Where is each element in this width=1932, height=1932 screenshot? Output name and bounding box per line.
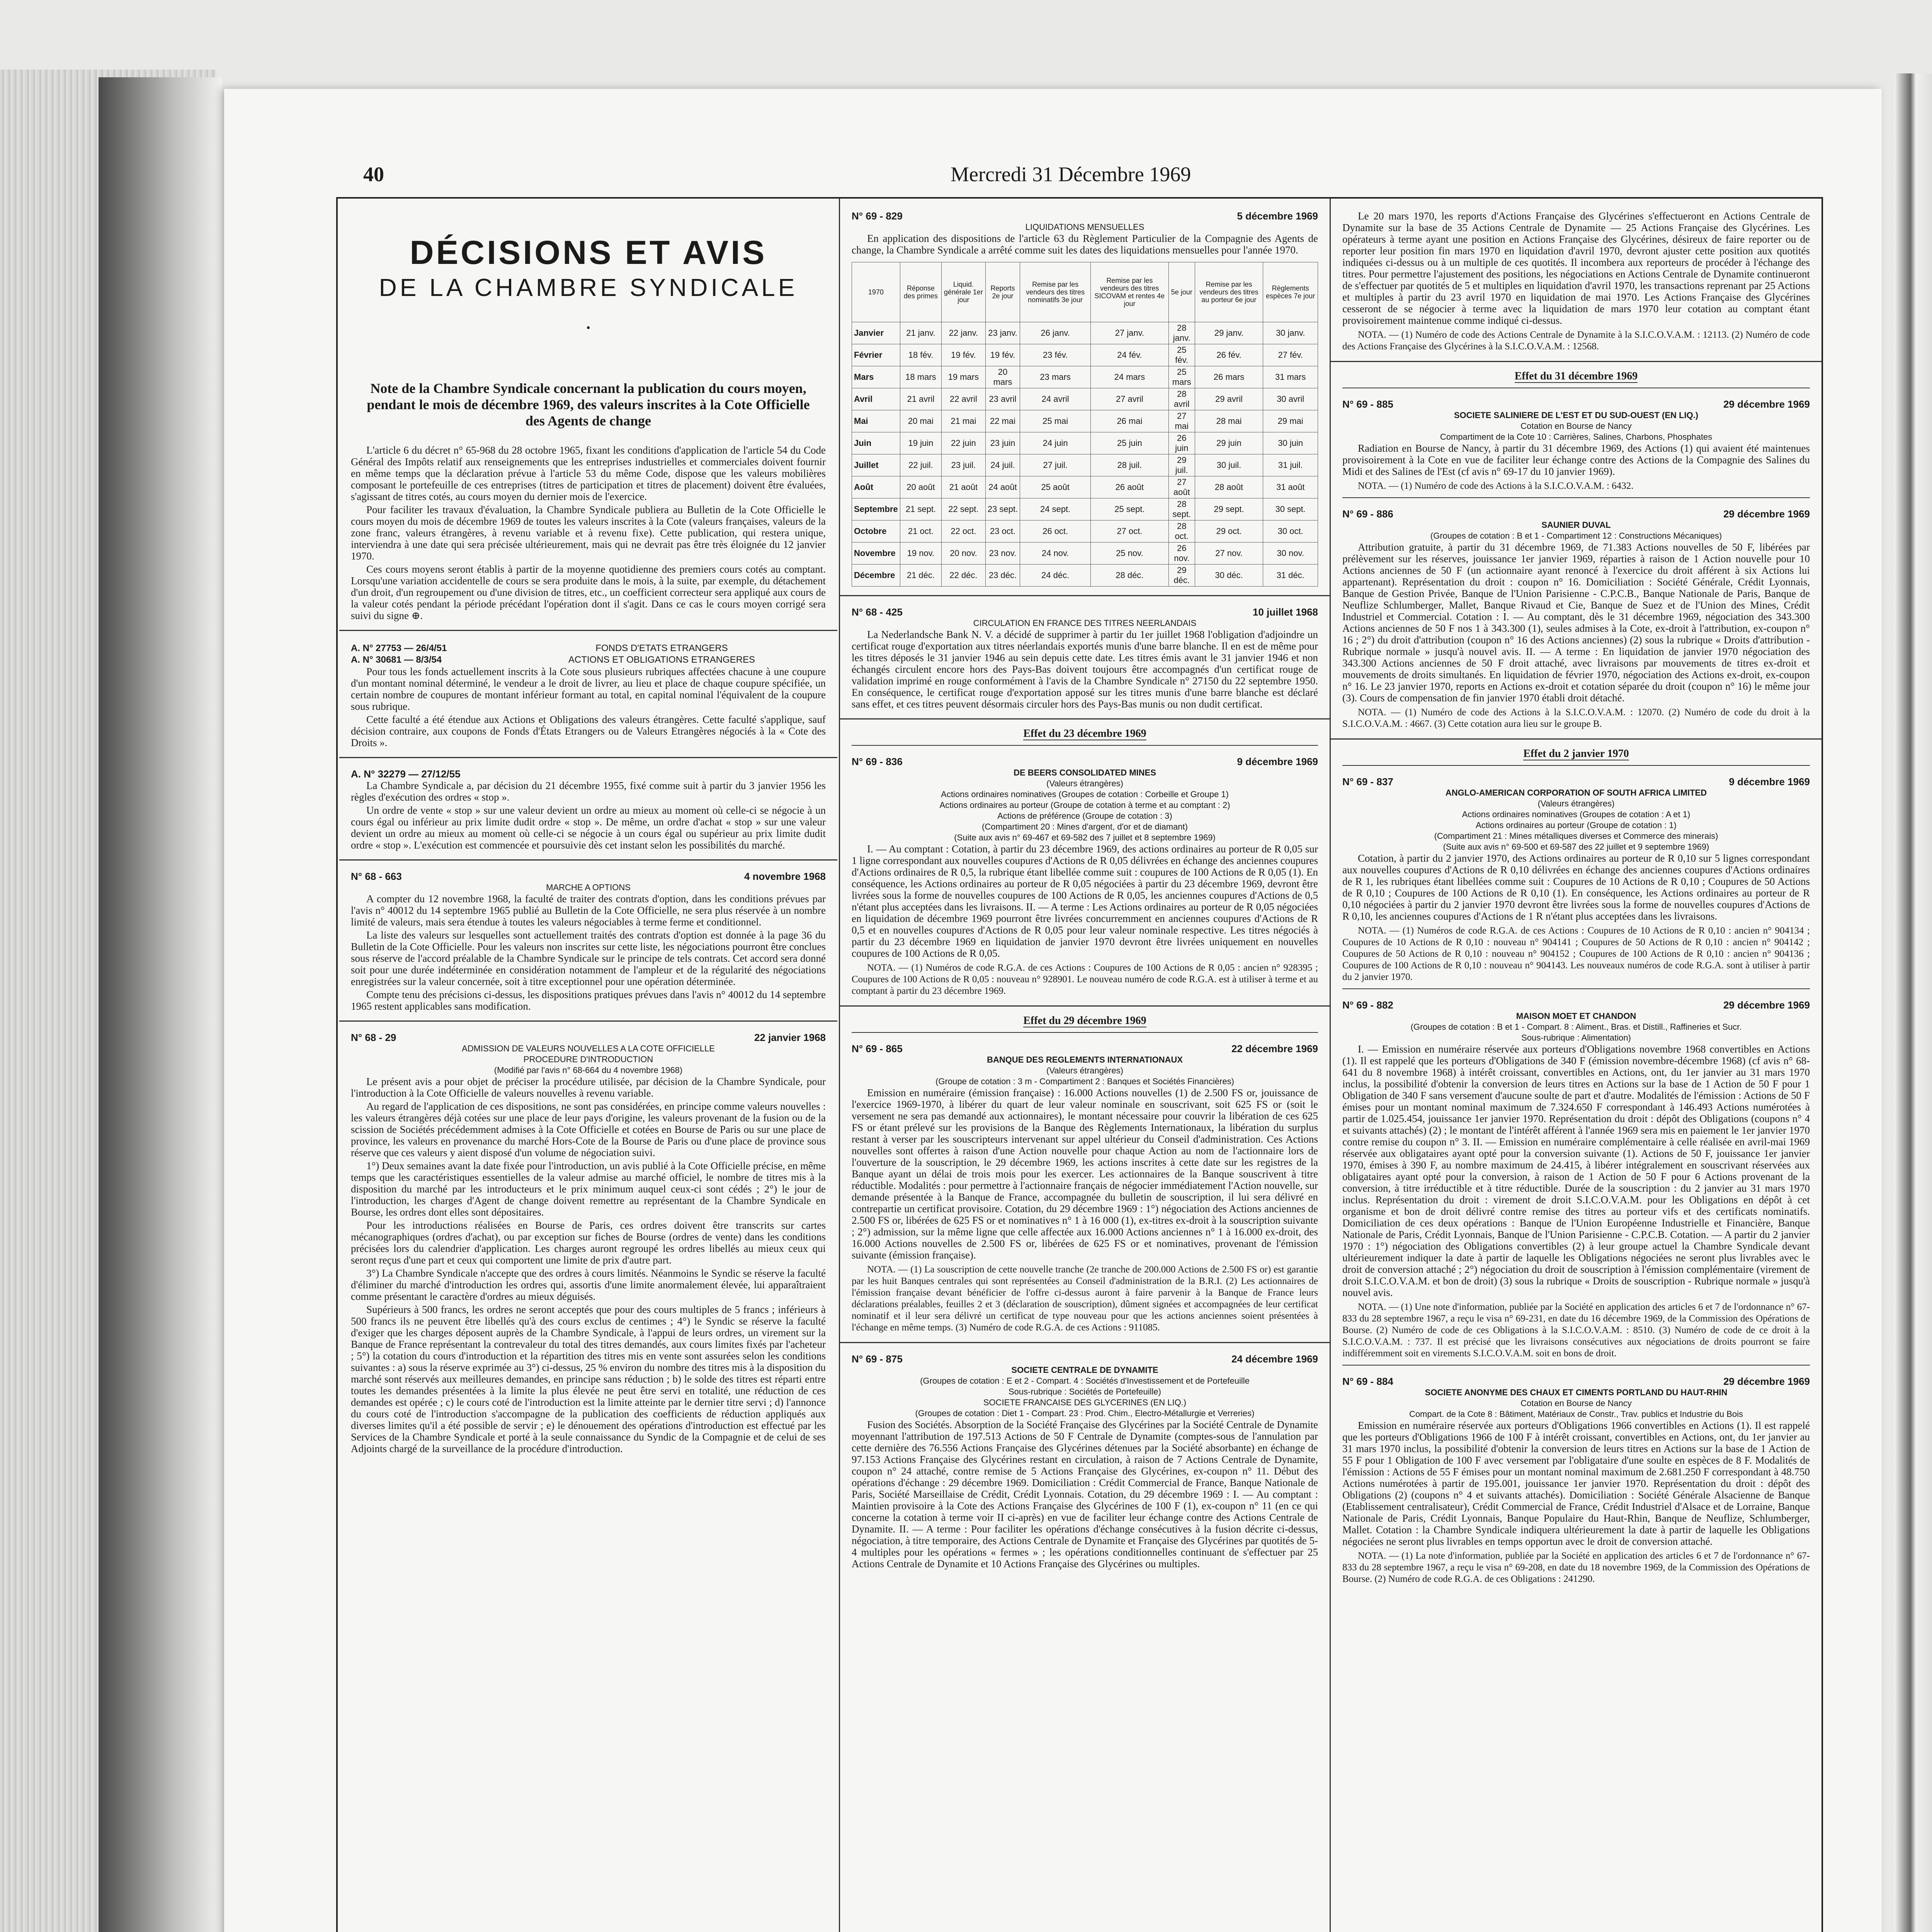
table-header-cell: Règlements espèces 7e jour (1263, 262, 1318, 322)
table-cell: 27 janv. (1090, 322, 1168, 344)
avis-reference-numbers: A. N° 27753 — 26/4/51 A. N° 30681 — 8/3/54 (351, 643, 447, 665)
table-cell: 22 juil. (900, 454, 941, 476)
paragraph: La liste des valeurs sur lesquelles sont actuellement traités des contrats d'option est donnée à la page 36 du Bulletin de la Cote Officielle. Pour les valeurs non inscrites sur cette liste, les négociations pourront être conclues sous réserve de l'accord préalable de la Chambre Syndicale sur le principe de tels contrats. Cet accord sera donné soit pour une durée indéterminée en considération notamment de l'ampleur et de la régularité des négociations enregistrées sur la valeur concernée, soit à titre exceptionnel pour une opération déterminée. (351, 929, 826, 987)
paragraph: L'article 6 du décret n° 65-968 du 28 octobre 1965, fixant les conditions d'application de l'article 54 du Code Général des Impôts relatif aux renseignements que les entreprises industrielles et commerciales doivent fournir en même temps que la déclaration prévue à l'article 53 du même Code, dispose que les valeurs mobilières composant le portefeuille de ces entreprises (titres de participation et titres de placement) doivent être évaluées, s'agissant de titres cotés, au cours moyen du dernier mois de l'exercice. (351, 444, 826, 502)
separator-dot: • (586, 321, 590, 334)
table-cell: 24 nov. (1020, 543, 1091, 565)
paragraph: Pour faciliter les travaux d'évaluation, la Chambre Syndicale publiera au Bulletin de la Cote Officielle le cours moyen du mois de décembre 1969 de toutes les valeurs inscrites à la Cote (valeurs françaises, valeurs de la zone franc, valeurs étrangères, à revenu variable et à revenu fixe). Cette publication, qui restera unique, interviendra à une date qui sera précisée ultérieurement, mais qui ne devrait pas être très éloignée du 12 janvier 1970. (351, 504, 826, 562)
page-number: 40 (363, 163, 384, 186)
table-cell: 21 avril (900, 388, 941, 410)
avis-date: 9 décembre 1969 (1237, 756, 1318, 767)
table-row (852, 344, 1318, 366)
table-month-cell: Janvier (852, 322, 900, 344)
section-subtitle: (Valeurs étrangères) Actions ordinaires nominatives (Groupes de cotation : Corbeille et Groupe 1) Actions ordinaires au porteur (Groupe de cotation à terme et au comptant : 2) Actions de préférence (Groupe de cotation : 3) (Compartiment 20 : Mines d'argent, d'or et de diamant) (Suite aux avis n° 69-467 et 69-582 des 7 juillet et 8 septembre 1969) (939, 779, 1230, 842)
divider (1342, 765, 1810, 766)
table-cell: 21 mai (942, 410, 986, 432)
table-cell: 22 oct. (942, 520, 986, 543)
table-cell: 19 nov. (900, 543, 941, 565)
table-cell: 28 oct. (1168, 520, 1195, 543)
section-divider (339, 1020, 837, 1022)
section-title: SAUNIER DUVAL (1541, 520, 1611, 530)
table-cell: 24 juil. (985, 454, 1020, 476)
section-title: MAISON MOET ET CHANDON (1516, 1011, 1636, 1021)
divider (1342, 497, 1810, 498)
avis-date: 29 décembre 1969 (1723, 398, 1810, 410)
avis-date: 10 juillet 1968 (1252, 606, 1318, 618)
table-cell: 23 sept. (985, 498, 1020, 520)
table-month-cell: Avril (852, 388, 900, 410)
section-title: DE BEERS CONSOLIDATED MINES (1014, 768, 1156, 777)
section-title: SOCIETE SALINIERE DE L'EST ET DU SUD-OUEST (EN LIQ.) (1454, 410, 1699, 420)
section-divider (840, 595, 1330, 596)
section-divider (840, 1342, 1330, 1343)
paragraph: I. — Au comptant : Cotation, à partir du 23 décembre 1969, des actions ordinaires au porteur de R 0,05 sur 1 ligne correspondant aux nouvelles coupures d'Actions de R 0,05 délivrées en échange des anciennes coupures d'Actions ordinaires de R 0,5, la rubrique étant libellée comme suit : coupures de 100 Actions de R 0,05 (1). En conséquence, les Actions ordinaires au porteur de R 0,05 négociées à partir du 23 décembre 1969, devront être livrées sous la forme de nouvelles coupures de 100 Actions de R 0,05, les anciennes coupures d'Actions de 0,5 n'étant plus acceptées dans les livraisons. II. — A terme : Les Actions ordinaires au porteur de R 0,05 négociées en liquidation de décembre 1969 pourront être livrées concurremment en anciennes coupures d'Actions de R 0,5 et en nouvelles coupures d'Actions de R 0,05 pour leur valeur nominale respective. Les titres négociés à partir du 23 décembre 1969 en liquidation de janvier 1970 devront être livrées uniquement en nouvelles coupures de 100 Actions de R 0,05. (852, 843, 1318, 959)
section-header (852, 756, 1318, 767)
avis-number: N° 69 - 865 (852, 1043, 903, 1054)
table-cell: 23 déc. (985, 565, 1020, 587)
table-cell: 26 août (1090, 476, 1168, 498)
avis-number: N° 68 - 663 (351, 871, 402, 882)
table-row (852, 432, 1318, 454)
table-header-cell: Reports 2e jour (985, 262, 1020, 322)
table-cell: 23 janv. (985, 322, 1020, 344)
table-cell: 24 août (985, 476, 1020, 498)
book-right-edge (1894, 73, 1932, 1932)
avis-number: A. N° 32279 — 27/12/55 (351, 768, 461, 780)
table-cell: 25 juin (1090, 432, 1168, 454)
table-cell: 29 juin (1195, 432, 1263, 454)
section-title: ANGLO-AMERICAN CORPORATION OF SOUTH AFRICA LIMITED (1445, 788, 1707, 798)
paragraph: Ces cours moyens seront établis à partir de la moyenne quotidienne des premiers cours cotés au comptant. Lorsqu'une variation accidentelle de cours se sera produite dans le mois, à la suite, par exemple, du détachement d'un droit, d'un regroupement ou d'une division de titres, etc., un coefficient correcteur sera appliqué aux cours de la valeur cotés pendant la période précédant l'opération dont il s'agit. Dans ce cas le cours moyen corrigé sera suivi du signe ⊕. (351, 563, 826, 621)
effective-date-text: Effet du 31 décembre 1969 (1514, 370, 1638, 382)
avis-reference-block (351, 643, 826, 666)
table-month-cell: Mai (852, 410, 900, 432)
nota: NOTA. — (1) Numéros de code R.G.A. de ces Actions : Coupures de 100 Actions de R 0,05 : ancien n° 928395 ; Coupures de 100 Actions de R 0,05 : nouveau n° 928901. Le nouveau numéro de code R.G.A. est à utiliser à terme et au comptant à partir du 23 décembre 1969. (852, 963, 1318, 996)
note-title: Note de la Chambre Syndicale concernant la publication du cours moyen, pendant le mois de décembre 1969, des valeurs inscrites à la Cote Officielle des Agents de change (367, 381, 810, 429)
avis-number: N° 69 - 837 (1342, 776, 1393, 787)
section-header (852, 210, 1318, 222)
avis-date: 29 décembre 1969 (1723, 508, 1810, 520)
avis-number: N° 69 - 836 (852, 756, 903, 767)
table-cell: 25 mars (1168, 366, 1195, 388)
table-cell: 31 mars (1263, 366, 1318, 388)
table-cell: 20 août (900, 476, 941, 498)
table-cell: 21 oct. (900, 520, 941, 543)
table-cell: 24 sept. (1020, 498, 1091, 520)
paragraph: Supérieurs à 500 francs, les ordres ne seront acceptés que pour des cours multiples de 5 francs ; inférieurs à 500 francs ils ne peuvent être libellés qu'à des cours exclus de centimes ; 4°) le Syndic se réserve la faculté d'exiger que les charges déposent auprès de la Chambre Syndicale, à l'appui de leurs ordres, un virement sur la Banque de France représentant la contrevaleur du total des titres demandés, aux cours limites fixés par l'acheteur ; 5°) la cotation du cours d'introduction et la répartition des titres mis en vente sont assurées selon les conditions suivantes : a) sous la réserve exprimée au 3°) ci-dessus, 25 % environ du nombre des titres mis à la disposition du marché sont réservés aux meilleures demandes, en principe sans réduction ; b) le solde des titres est réparti entre toutes les demandes présentées à la limite la plus élevée ne peut être servi en totalité, une réduction de ces demandes est opérée ; c) le cours coté de l'introduction est la limite atteinte par le dernier titre servi ; d) l'annonce du cours coté de l'introduction s'accompagne de la publication des coefficients de réduction appliqués aux diverses limites qu'il a été possible de servir ; e) le dénouement des opérations d'introduction est effectué par les Services de la Chambre Syndicale et porté à la seule connaissance du Syndic de la Compagnie et de celui de ses Adjoints chargé de la surveillance de la procédure d'introduction. (351, 1304, 826, 1454)
table-cell: 26 oct. (1020, 520, 1091, 543)
section-title: SOCIETE ANONYME DES CHAUX ET CIMENTS PORTLAND DU HAUT-RHIN (1425, 1388, 1728, 1397)
section-header (1342, 776, 1810, 787)
avis-reference-title: FONDS D'ETATS ETRANGERS ACTIONS ET OBLIGATIONS ETRANGERES (568, 643, 755, 665)
divider (1342, 1365, 1810, 1366)
book-spine (99, 77, 222, 1932)
avis-number: N° 68 - 29 (351, 1032, 396, 1043)
table-month-cell: Février (852, 344, 900, 366)
table-row (852, 454, 1318, 476)
table-header-cell: Remise par les vendeurs des titres au porteur 6e jour (1195, 262, 1263, 322)
table-cell: 29 déc. (1168, 565, 1195, 587)
table-cell: 27 août (1168, 476, 1195, 498)
paragraph: Un ordre de vente « stop » sur une valeur devient un ordre au mieux au moment où celle-ci se négocie à un cours égal ou inférieur au prix limite dudit ordre « stop ». De même, un ordre d'achat « stop » sur une valeur devient un ordre au mieux au moment où celle-ci se négocie à un cours égal ou supérieur au prix limite dudit ordre « stop ». L'exécution est commencée et poursuivie dès cet instant selon les possibilités du marché. (351, 804, 826, 851)
content-frame (336, 197, 1823, 1932)
table-cell: 24 juin (1020, 432, 1091, 454)
table-month-cell: Octobre (852, 520, 900, 543)
table-cell: 26 mars (1195, 366, 1263, 388)
section-header (351, 768, 826, 780)
table-cell: 27 fév. (1263, 344, 1318, 366)
avis-number: N° 69 - 829 (852, 210, 903, 222)
section-divider (1331, 361, 1821, 362)
liquidation-table (852, 262, 1318, 587)
effective-date-text: Effet du 29 décembre 1969 (1023, 1015, 1146, 1027)
paragraph: En application des dispositions de l'article 63 du Règlement Particulier de la Compagnie des Agents de change, la Chambre Syndicale a arrêté comme suit les dates des liquidations mensuelles pour l'année 1970. (852, 233, 1318, 256)
table-cell: 23 fév. (1020, 344, 1091, 366)
section-title: SOCIETE CENTRALE DE DYNAMITE (1011, 1365, 1158, 1375)
table-header-cell: Liquid. générale 1er jour (942, 262, 986, 322)
main-title (351, 233, 826, 303)
table-cell: 22 janv. (942, 322, 986, 344)
column-left (338, 199, 840, 1932)
paragraph: La Nederlandsche Bank N. V. a décidé de supprimer à partir du 1er juillet 1968 l'obligation d'adjoindre un certificat rouge d'exportation aux titres néerlandais exportés munis d'une barre blanche. Il en est de même pour les titres déposés le 31 janvier 1946 au sein depuis cette date. Les titres émis avant le 31 janvier 1946 et non échangés circulent encore hors des Pays-Bas doivent toujours être accompagnés d'un certificat rouge de validation imprimé en rouge conformément à l'avis de la Chambre Syndicale n° 27150 du 22 septembre 1950. En conséquence, le certificat rouge d'exportation apposé sur les titres munis d'une barre blanche est déclaré sans effet, et ces titres peuvent désormais circuler hors des Pays-Bas munis ou non dudit certificat. (852, 629, 1318, 710)
table-cell: 26 fév. (1195, 344, 1263, 366)
nota: NOTA. — (1) La souscription de cette nouvelle tranche (2e tranche de 200.000 Actions de 2.500 FS or) est garantie par les huit Banques centrales qui sont représentées au Conseil d'administration de la B.R.I. (2) Les actionnaires de l'émission française devant bénéficier de l'offre ci-dessus auront à faire parvenir à la Banque de France leurs déclarations préalables, feuilles 2 et 3 (déclaration de souscription), dûment signées et accompagnées de leur certificat nominatif et il leur sera délivré un certificat de type nouveau pour que les actions anciennes soient présentées à l'échange en même temps. (3) Numéro de code R.G.A. de ces Actions : 911085. (852, 1264, 1318, 1333)
table-month-cell: Décembre (852, 565, 900, 587)
table-cell: 23 avril (985, 388, 1020, 410)
table-cell: 23 juin (985, 432, 1020, 454)
table-cell: 28 déc. (1090, 565, 1168, 587)
section-header (351, 871, 826, 882)
effective-date-text: Effet du 2 janvier 1970 (1523, 748, 1629, 760)
table-cell: 26 nov. (1168, 543, 1195, 565)
section-header (1342, 508, 1810, 520)
paragraph: Compte tenu des précisions ci-dessus, les dispositions pratiques prévues dans l'avis n° 40012 du 14 septembre 1965 restent applicables sans modification. (351, 989, 826, 1012)
section-header (1342, 999, 1810, 1011)
section-subtitle: (Valeurs étrangères) Actions ordinaires nominatives (Groupes de cotation : A et 1) Actions ordinaires au porteur (Groupe de cotation : 1) (Compartiment 21 : Mines métalliques diverses et Commerce des minerais) (Suite aux avis n° 69-500 et 69-587 des 22 juillet et 9 septembre 1969) (1434, 799, 1718, 852)
table-cell: 21 janv. (900, 322, 941, 344)
table-cell: 29 mai (1263, 410, 1318, 432)
table-month-cell: Septembre (852, 498, 900, 520)
table-cell: 27 mai (1168, 410, 1195, 432)
table-cell: 20 mai (900, 410, 941, 432)
paragraph: Emission en numéraire réservée aux porteurs d'Obligations 1966 convertibles en Actions (1). Il est rappelé que les porteurs d'Obligations 1966 de 100 F à intérêt croissant, convertibles en Actions, ont, du 1er janvier au 31 mars 1970 inclus, la possibilité d'obtenir la conversion de leurs titres en Actions sur la base de 1 Action de 55 F pour 1 Obligation de 100 F avec versement par l'obligataire d'une soulte en espèces de 8 F. Modalités de l'émission : Actions de 55 F émises pour un montant nominal maximum de 2.681.250 F correspondant à 48.750 Actions numérotées à partir de 195.001, jouissance 1er janvier 1970. Représentation du droit : dépôt des Obligations (2) (coupons n° 4 et suivants attachés). Domiciliation : Société Générale Alsacienne de Banque (Etablissement centralisateur), Crédit Commercial de France, Crédit Industriel d'Alsace et de Lorraine, Banque Nationale de Paris, Crédit Lyonnais, Banque Populaire du Haut-Rhin, Banque de Neuflize, Schlumberger, Mallet. Cotation : la Chambre Syndicale indiquera ultérieurement la date à partir de laquelle les Obligations négociées ne seront plus livrables en temps opportun avec le droit de conversion attaché. (1342, 1420, 1810, 1547)
table-month-cell: Juin (852, 432, 900, 454)
table-cell: 24 avril (1020, 388, 1091, 410)
divider (852, 745, 1318, 746)
paragraph: Pour les introductions réalisées en Bourse de Paris, ces ordres doivent être transcrits sur cartes mécanographiques (ordres d'achat), ou par exception sur fiches de Bourse (ordres de vente) dans les conditions précisées lors du calendrier d'application. Les charges auront regroupé les ordres libellés au mieux ceux qui seront reçus d'une part et ceux qui comportent une limite de prix d'autre part. (351, 1219, 826, 1266)
table-cell: 18 mars (900, 366, 941, 388)
page-date: Mercredi 31 Décembre 1969 (951, 163, 1191, 186)
table-cell: 19 mars (942, 366, 986, 388)
table-cell: 30 déc. (1195, 565, 1263, 587)
section-title: BANQUE DES REGLEMENTS INTERNATIONAUX (987, 1055, 1183, 1065)
table-header-cell: Remise par les vendeurs des titres nominatifs 3e jour (1020, 262, 1091, 322)
paragraph: Emission en numéraire (émission française) : 16.000 Actions nouvelles (1) de 2.500 FS or, jouissance de l'exercice 1969-1970, à libérer du quart de leur valeur nominale en souscrivant, soit 625 FS or (soit le versement ne sera pas demandé aux actionnaires), le montant nécessaire pour couvrir la libération de ces 625 FS or étant prélevé sur les provisions de la Banque des Règlements Internationaux, la libération du surplus restant à verser par les souscripteurs intervenant sur appel ultérieur du Conseil d'administration. Ces Actions nouvelles sont offertes à raison d'une Action nouvelle pour chaque Action au nom de l'actionnaire lors de l'ouverture de la souscription, le 29 décembre 1969, les actions inscrites à cette date sur les registres de la Banque ayant un délai de trois mois pour les exercer. Les actionnaires de la Banque souscrivent à titre réductible. Modalités : pour permettre à l'actionnaire français de négocier immédiatement l'Action nouvelle, sur demande présentée à la Banque de France, accompagnée du bulletin de souscription, il lui sera délivré en contrepartie un certificat provisoire. Cotation, du 29 décembre 1969 : 1°) négociation des Actions anciennes de 2.500 FS or, libérées de 625 FS or et nominatives n° 1 à 16 000 (1), ex-titres ex-droit à la souscription suivante ; 2°) admission, sur la même ligne que celle affectée aux 16.000 Actions anciennes n° 1 à 16.000 ex-droit, des 16.000 Actions nouvelles de 2.500 FS or, libérées de 625 FS or et nominatives, provenant de l'émission suivante (émission française). (852, 1087, 1318, 1261)
avis-date: 29 décembre 1969 (1723, 1376, 1810, 1387)
page-header (363, 162, 1824, 193)
table-month-cell: Août (852, 476, 900, 498)
table-cell: 30 janv. (1263, 322, 1318, 344)
avis-date: 4 novembre 1968 (744, 871, 826, 882)
section-header (852, 606, 1318, 618)
table-cell: 27 juil. (1020, 454, 1091, 476)
table-cell: 23 juil. (942, 454, 986, 476)
effective-date-heading (852, 1015, 1318, 1027)
paragraph: Le 20 mars 1970, les reports d'Actions Française des Glycérines s'effectueront en Actions Centrale de Dynamite sur la base de 35 Actions Centrale de Dynamite — 25 Actions Française des Glycérines. Les opérateurs à terme ayant une position en Actions Française des Glycérines, désireux de faire reporter ou de reporter leur position fin mars 1970 en liquidation d'avril 1970, devront ajuster cette position aux quotités indiquées ci-dessus ou à un multiple de ces quotités. Il incombera aux reporteurs de procéder à l'échange des titres. Pour permettre l'ajustement des positions, les négociations en Actions Centrale de Dynamite continueront de s'effectuer par quotités de 5 et multiples en liquidation d'avril 1970, les transactions reprenant par 25 Actions et multiples à partir du 23 avril 1970 en liquidation de mai 1970. Les Actions Française des Glycérines cesseront de se négocier à terme avec la liquidation de mars 1970 leur cotation au comptant étant provisoirement maintenue comme indiqué ci-dessus. (1342, 210, 1810, 326)
table-cell: 31 juil. (1263, 454, 1318, 476)
table-row (852, 410, 1318, 432)
table-cell: 24 fév. (1090, 344, 1168, 366)
section-divider (1331, 738, 1821, 740)
table-row (852, 388, 1318, 410)
table-header-cell: 1970 (852, 262, 900, 322)
table-cell: 22 sept. (942, 498, 986, 520)
table-cell: 25 mai (1020, 410, 1091, 432)
table-row (852, 366, 1318, 388)
paragraph: Fusion des Sociétés. Absorption de la Société Française des Glycérines par la Société Centrale de Dynamite moyennant l'attribution de 197.513 Actions de 50 F Centrale de Dynamite (comptes-sous de l'annulation par cette dernière des 76.556 Actions Française des Glycérines détenues par la Société absorbante) en échange de 97.153 Actions Française des Glycérines restant en circulation, à raison de 7 Actions Centrale de Dynamite, coupon n° 24 attaché, contre remise de 5 Actions Française des Glycérines, ex-coupon n° 11. Début des opérations d'échange : 29 décembre 1969. Domiciliation : Crédit Commercial de France, Banque Nationale de Paris, Société Marseillaise de Crédit, Crédit Lyonnais. Cotation, du 29 décembre 1969 : I. — Au comptant : Maintien provisoire à la Cote des Actions Française des Glycérines de 100 F (1), ex-coupon n° 11 (en ce qui concerne la cotation à terme voir II ci-après) en vue de faciliter leur échange contre des Actions Centrale de Dynamite. II. — A terme : Pour faciliter les opérations d'échange consécutives à la fusion décrite ci-dessus, négociation, à titre temporaire, des Actions Centrale de Dynamite et Française des Glycérines par quotités de 5-4 multiples pour les opérations « fermes » ; les opérations conditionnelles continuant de s'effectuer par 25 Actions Centrale de Dynamite et 10 Actions Française des Glycérines ou multiples. (852, 1419, 1318, 1570)
avis-number: N° 69 - 885 (1342, 398, 1393, 410)
section-title: LIQUIDATIONS MENSUELLES (1025, 222, 1145, 232)
table-cell: 26 mai (1090, 410, 1168, 432)
table-cell: 20 mars (985, 366, 1020, 388)
table-header-cell: Remise par les vendeurs des titres SICOVAM et rentes 4e jour (1090, 262, 1168, 322)
avis-number: N° 69 - 882 (1342, 999, 1393, 1011)
section-subtitle: (Groupes de cotation : E et 2 - Compart. 4 : Sociétés d'Investissement et de Portefeuille Sous-rubrique : Sociétés de Portefeuille) SOCIETE FRANCAISE DES GLYCERINES (EN LIQ.) (Groupes de cotation : Diet 1 - Compart. 23 : Prod. Chim., Electro-Métallurgie et Verreries) (915, 1376, 1255, 1418)
table-cell: 30 avril (1263, 388, 1318, 410)
section-subtitle: (Modifié par l'avis n° 68-664 du 4 novembre 1968) (494, 1065, 683, 1075)
table-cell: 25 sept. (1090, 498, 1168, 520)
nota: NOTA. — (1) Une note d'information, publiée par la Société en application des articles 6 et 7 de l'ordonnance n° 67-833 du 28 septembre 1967, a reçu le visa n° 69-231, en date du 16 décembre 1969, de la Commission des Opérations de Bourse. (2) Numéro de code de ces Obligations à la S.I.C.O.V.A.M. : 8510. (3) Numéro de code de ce droit à la S.I.C.O.V.A.M. : 737. Il est précisé que les livraisons consécutives aux négociations de droits pourront se faire indifféremment soit en virements S.I.C.O.V.A.M. soit en bons de droit. (1342, 1302, 1810, 1359)
table-cell: 24 mars (1090, 366, 1168, 388)
table-cell: 30 oct. (1263, 520, 1318, 543)
table-cell: 25 nov. (1090, 543, 1168, 565)
nota: NOTA. — (1) Numéro de code des Actions à la S.I.C.O.V.A.M. : 12070. (2) Numéro de code du droit à la S.I.C.O.V.A.M. : 4667. (3) Cette cotation aura lieu sur le groupe B. (1342, 707, 1810, 729)
table-cell: 28 avril (1168, 388, 1195, 410)
section-subtitle: PROCEDURE D'INTRODUCTION (523, 1054, 653, 1064)
section-divider (339, 859, 837, 861)
table-cell: 19 fév. (985, 344, 1020, 366)
table-cell: 27 oct. (1090, 520, 1168, 543)
table-cell: 29 avril (1195, 388, 1263, 410)
table-cell: 30 nov. (1263, 543, 1318, 565)
paragraph: Au regard de l'application de ces dispositions, ne sont pas considérées, en principe comme valeurs nouvelles : les valeurs étrangères déjà cotées sur une place de leur pays d'origine, les valeurs provenant de la fusion ou de la scission de Sociétés précédemment admises à la Cote Officielle et cotées en Bourse de Paris ou sur une place de province, les valeurs en provenance du marché Hors-Cote de la Bourse de Paris ou d'une place de province sous réserve que ces valeurs y aient disposé d'un volume de négociation suivi. (351, 1100, 826, 1158)
table-row (852, 520, 1318, 543)
table-cell: 28 janv. (1168, 322, 1195, 344)
table-cell: 31 déc. (1263, 565, 1318, 587)
table-header-cell: Réponse des primes (900, 262, 941, 322)
table-row (852, 322, 1318, 344)
paragraph: I. — Emission en numéraire réservée aux porteurs d'Obligations novembre 1968 convertibles en Actions (1). Il est rappelé que les porteurs d'Obligations de 340 F (émission novembre-décembre 1968) (cf avis n° 68-641 du 8 novembre 1968) à intérêt croissant, convertibles en Actions, ont, du 1er janvier au 31 mars 1970 inclus, la possibilité d'obtenir la conversion de leurs titres en Actions sur la base de 1 Action de 50 F pour 1 Obligation de 340 F sans versement d'aucune soulte de part et d'autre. Modalités de l'émission : Actions de 50 F émises pour un montant nominal maximum de 7.324.650 F correspondant à 146.493 Actions numérotées à partir de 1.025.454, jouissance 1er janvier 1970. Représentation du droit : dépôt des Obligations (coupons n° 4 et suivants attachés) (2) ; le montant de l'intérêt afférent à l'année 1969 sera mis en paiement le 1er janvier 1970 contre remise du coupon n° 3. II. — Emission en numéraire complémentaire à celle réalisée en avril-mai 1969 réservée aux obligataires ayant opté pour la conversion suivante (1). Actions de 50 F, jouissance 1er janvier 1970, émises à 390 F, au nombre maximum de 24.415, à libérer intégralement en souscrivant réservées aux obligataires ayant opté pour la conversion, à raison de 1 Action de 50 F pour 6 Actions provenant de la conversion, à titre irréductible et à titre réductible. Durée de la souscription : du 2 janvier au 31 mars 1970 inclus. Représentation du droit : virement de droit S.I.C.O.V.A.M. pour les Obligations en dépôt à cet organisme et bon de droit délivré contre remise des titres au porteur vifs et des certificats nominatifs. Domiciliation de ces deux opérations : Banque de l'Union Européenne Industrielle et Financière, Banque Nationale de Paris, Crédit Lyonnais, Banque de l'Union Parisienne - C.P.C.B. Cotation. — A partir du 2 janvier 1970 : 1°) négociation des Obligations convertibles (2) à leur groupe actuel la Chambre Syndicale devant ultérieurement indiquer la date à partir de laquelle les Obligations négociées ne seront plus livrables avec le droit de conversion attaché ; 2°) négociation du droit de souscription à l'émission complémentaire (virement de droit S.I.C.O.V.A.M. et bon de droit) (3) sous la rubrique « Droits de souscription - Rubrique normale » jusqu'à nouvel avis. (1342, 1043, 1810, 1298)
avis-number: N° 69 - 875 (852, 1353, 903, 1365)
table-row (852, 476, 1318, 498)
section-subtitle: Cotation en Bourse de Nancy Compartiment de la Cote 10 : Carrières, Salines, Charbons, Phosphates (1440, 421, 1713, 442)
table-cell: 21 déc. (900, 565, 941, 587)
table-row (852, 565, 1318, 587)
paragraph: Cotation, à partir du 2 janvier 1970, des Actions ordinaires au porteur de R 0,10 sur 5 lignes correspondant aux nouvelles coupures d'Actions de R 0,10 délivrées en échange des anciennes coupures d'Actions ordinaires de R 1, les rubriques étant libellées comme suit : Coupures de 10 Actions de R 0,10 ; Coupures de 50 Actions de R 0,10 ; Coupures de 100 Actions de R 0,10 (1). En conséquence, les Actions ordinaires au porteur de R 0,10 négociées à partir du 2 janvier 1970 devront être livrées sous la forme de nouvelles coupures d'Actions de R 0,10, les anciennes coupures d'Actions de 1 R n'étant plus acceptées dans les livraisons. (1342, 852, 1810, 922)
document-page (224, 89, 1882, 1932)
effective-date-heading (1342, 748, 1810, 760)
avis-date: 22 janvier 1968 (754, 1032, 826, 1043)
table-month-cell: Mars (852, 366, 900, 388)
table-cell: 24 déc. (1020, 565, 1091, 587)
paragraph: Attribution gratuite, à partir du 31 décembre 1969, de 71.383 Actions nouvelles de 50 F, libérées par prélèvement sur les réserves, jouissance 1er janvier 1969, réparties à raison de 1 Action nouvelle pour 10 Actions anciennes de 50 F (un actionnaire ayant renoncé à l'exercice du droit afférent à six Actions lui appartenant). Représentation du droit : coupon n° 16. Domiciliation : Société Générale, Crédit Lyonnais, Banque de Gestion Privée, Banque de l'Union Parisienne - C.P.C.B., Banque Nationale de Paris, Banque de Neuflize Schlumberger, Mallet, Banque Rivaud et Cie, Banque de Suez et de l'Union des Mines, Crédit Industriel et Commercial. Cotation : I. — Au comptant, dès le 31 décembre 1969, négociation des 343.300 Actions anciennes de 50 F nos 1 à 343.300 (1), seules admises à la Cote, ex-droit à l'attribution, ex-coupon n° 16 ; 2°) du droit d'attribution (coupon n° 16 des Actions anciennes) (2) sous la rubrique « Droits d'attribution - Rubrique normale » jusqu'à nouvel avis. II. — A terme : En liquidation de janvier 1970 négociation des 343.300 Actions anciennes de 50 F droit attaché, avec livraisons par mouvements de titres ex-droit et mouvements de droits simultanés. En liquidation de février 1970, négociation des Actions ex-droit, ex-coupon n° 16. Le 23 janvier 1970, reports en Actions ex-droit et cotation séparée du droit (coupon n° 16) le même jour (3). Cours de compensation de fin janvier 1970 établi droit détaché. (1342, 541, 1810, 704)
nota: NOTA. — (1) Numéro de code des Actions Centrale de Dynamite à la S.I.C.O.V.A.M. : 12113. (2) Numéro de code des Actions Française des Glycérines à la S.I.C.O.V.A.M. : 12568. (1342, 330, 1810, 352)
table-cell: 22 juin (942, 432, 986, 454)
table-cell: 30 sept. (1263, 498, 1318, 520)
avis-number: N° 69 - 884 (1342, 1376, 1393, 1387)
section-subtitle: (Valeurs étrangères) (Groupe de cotation : 3 m - Compartiment 2 : Banques et Sociétés Financières) (935, 1066, 1234, 1086)
paragraph: La Chambre Syndicale a, par décision du 21 décembre 1955, fixé comme suit à partir du 3 janvier 1956 les règles d'exécution des ordres « stop ». (351, 780, 826, 803)
effective-date-heading (852, 728, 1318, 740)
nota: NOTA. — (1) La note d'information, publiée par la Société en application des articles 6 et 7 de l'ordonnance n° 67-833 du 28 septembre 1967, a reçu le visa n° 69-208, en date du 18 novembre 1969, de la Commission des Opérations de Bourse. (2) Numéro de code R.G.A. de ces Obligations : 241290. (1342, 1551, 1810, 1584)
table-header-cell: 5e jour (1168, 262, 1195, 322)
section-title: CIRCULATION EN FRANCE DES TITRES NEERLANDAIS (973, 618, 1197, 628)
avis-date: 24 décembre 1969 (1231, 1353, 1318, 1365)
section-subtitle: Cotation en Bourse de Nancy Compart. de la Cote 8 : Bâtiment, Matériaux de Constr., Trav. publics et Industrie du Bois (1409, 1398, 1743, 1419)
table-cell: 26 janv. (1020, 322, 1091, 344)
table-cell: 23 mars (1020, 366, 1091, 388)
column-middle (840, 199, 1331, 1932)
table-cell: 18 fév. (900, 344, 941, 366)
section-header (852, 1353, 1318, 1365)
effective-date-text: Effet du 23 décembre 1969 (1023, 728, 1146, 740)
table-cell: 22 avril (942, 388, 986, 410)
table-cell: 29 sept. (1195, 498, 1263, 520)
section-divider (339, 630, 837, 631)
avis-date: 29 décembre 1969 (1723, 999, 1810, 1011)
section-divider (840, 1005, 1330, 1007)
divider (1342, 988, 1810, 989)
table-cell: 28 mai (1195, 410, 1263, 432)
table-cell: 22 déc. (942, 565, 986, 587)
paragraph: Radiation en Bourse de Nancy, à partir du 31 décembre 1969, des Actions (1) qui avaient été maintenues provisoirement à la Cote en vue de faciliter leur échange contre des Actions de la Compagnie des Salines du Midi et des Salines de l'Est (cf avis n° 69-17 du 10 janvier 1969). (1342, 442, 1810, 477)
table-cell: 25 août (1020, 476, 1091, 498)
table-cell: 22 mai (985, 410, 1020, 432)
section-divider (840, 718, 1330, 719)
table-cell: 29 juil. (1168, 454, 1195, 476)
table-cell: 21 sept. (900, 498, 941, 520)
section-header (852, 1043, 1318, 1054)
section-header (1342, 1376, 1810, 1387)
nota: NOTA. — (1) Numéro de code des Actions à la S.I.C.O.V.A.M. : 6432. (1358, 481, 1634, 491)
avis-number: N° 68 - 425 (852, 606, 903, 618)
table-body (852, 322, 1318, 587)
paragraph: Pour tous les fonds actuellement inscrits à la Cote sous plusieurs rubriques affectées chacune à une coupure d'un montant nominal déterminé, le vendeur a le droit de livrer, au lieu et place de chaque coupure spécifiée, un certain nombre de coupures de montant inférieur formant au total, en capital nominal l'équivalent de la coupure sous rubrique. (351, 666, 826, 712)
table-cell: 23 nov. (985, 543, 1020, 565)
main-title-line1: DÉCISIONS ET AVIS (410, 234, 767, 271)
section-title: ADMISSION DE VALEURS NOUVELLES A LA COTE OFFICIELLE (462, 1044, 715, 1053)
table-cell: 27 avril (1090, 388, 1168, 410)
paragraph: Cette faculté a été étendue aux Actions et Obligations des valeurs étrangères. Cette faculté s'applique, sauf décision contraire, aux coupons de Fonds d'États Etrangers ou de Valeurs Etrangères négociés à la « Cote des Droits ». (351, 714, 826, 748)
avis-date: 5 décembre 1969 (1237, 210, 1318, 222)
avis-date: 9 décembre 1969 (1729, 776, 1810, 787)
table-cell: 31 août (1263, 476, 1318, 498)
table-header-row (852, 262, 1318, 322)
table-cell: 30 juin (1263, 432, 1318, 454)
table-month-cell: Juillet (852, 454, 900, 476)
section-header (351, 1032, 826, 1043)
paragraph: 3°) La Chambre Syndicale n'accepte que des ordres à cours limités. Néanmoins le Syndic se réserve la faculté d'éliminer du marché d'introduction les ordres qui, assortis d'une limite anormalement élevée, lui apparaîtraient comme présentant le caractère d'ordres au mieux déguisés. (351, 1267, 826, 1302)
table-cell: 20 nov. (942, 543, 986, 565)
table-cell: 27 nov. (1195, 543, 1263, 565)
table-cell: 19 juin (900, 432, 941, 454)
column-right (1331, 199, 1821, 1932)
table-cell: 25 fév. (1168, 344, 1195, 366)
table-row (852, 543, 1318, 565)
paragraph: Le présent avis a pour objet de préciser la procédure utilisée, par décision de la Chambre Syndicale, pour l'introduction à la Cote Officielle de valeurs nouvelles à revenu variable. (351, 1076, 826, 1099)
section-header (1342, 398, 1810, 410)
table-month-cell: Novembre (852, 543, 900, 565)
table-cell: 28 août (1195, 476, 1263, 498)
table-cell: 26 juin (1168, 432, 1195, 454)
paragraph: 1°) Deux semaines avant la date fixée pour l'introduction, un avis publié à la Cote Officielle précise, en même temps que les caractéristiques essentielles de la valeur admise au marché officiel, le nombre de titres mis à la disposition du marché par les introducteurs et le prix minimum auquel ceux-ci sont cédés ; 2°) le jour de l'introduction, les charges d'Agent de change doivent remettre au représentant de la Chambre Syndicale en Bourse, les ordres dont elles sont dépositaires. (351, 1160, 826, 1218)
avis-number: N° 69 - 886 (1342, 508, 1393, 520)
effective-date-heading (1342, 371, 1810, 382)
nota: NOTA. — (1) Numéros de code R.G.A. de ces Actions : Coupures de 10 Actions de R 0,10 : ancien n° 904134 ; Coupures de 10 Actions de R 0,10 : nouveau n° 904141 ; Coupures de 50 Actions de R 0,10 : ancien n° 904142 ; Coupures de 50 Actions de R 0,10 : nouveau n° 904152 ; Coupures de 100 Actions de R 0,10 : ancien n° 904136 ; Coupures de 100 Actions de R 0,10 : nouveau n° 904143. Les nouveaux numéros de code R.G.A. sont à utiliser à partir du 2 janvier 1970. (1342, 925, 1810, 982)
section-subtitle: (Groupes de cotation : B et 1 - Compartiment 12 : Constructions Mécaniques) (1430, 531, 1722, 541)
avis-date: 22 décembre 1969 (1231, 1043, 1318, 1054)
table-cell: 19 fév. (942, 344, 986, 366)
table-cell: 23 oct. (985, 520, 1020, 543)
section-divider (339, 757, 837, 758)
table-cell: 28 juil. (1090, 454, 1168, 476)
section-title: MARCHE A OPTIONS (546, 883, 631, 892)
divider (852, 1032, 1318, 1033)
table-cell: 29 janv. (1195, 322, 1263, 344)
table-cell: 28 sept. (1168, 498, 1195, 520)
paragraph: A compter du 12 novembre 1968, la faculté de traiter des contrats d'option, dans les conditions prévues par l'avis n° 40012 du 14 septembre 1965 publié au Bulletin de la Cote Officielle, ne sera plus réservée à un nombre limité de valeurs, mais sera étendue à toutes les valeurs négociables à terme ferme et conditionnel. (351, 893, 826, 928)
table-row (852, 498, 1318, 520)
main-title-line2: DE LA CHAMBRE SYNDICALE (379, 274, 798, 301)
table-cell: 21 août (942, 476, 986, 498)
table-cell: 29 oct. (1195, 520, 1263, 543)
section-subtitle: (Groupes de cotation : B et 1 - Compart. 8 : Aliment., Bras. et Distill., Raffineries et Sucr. Sous-rubrique : Alimentation) (1410, 1022, 1742, 1043)
table-cell: 30 juil. (1195, 454, 1263, 476)
